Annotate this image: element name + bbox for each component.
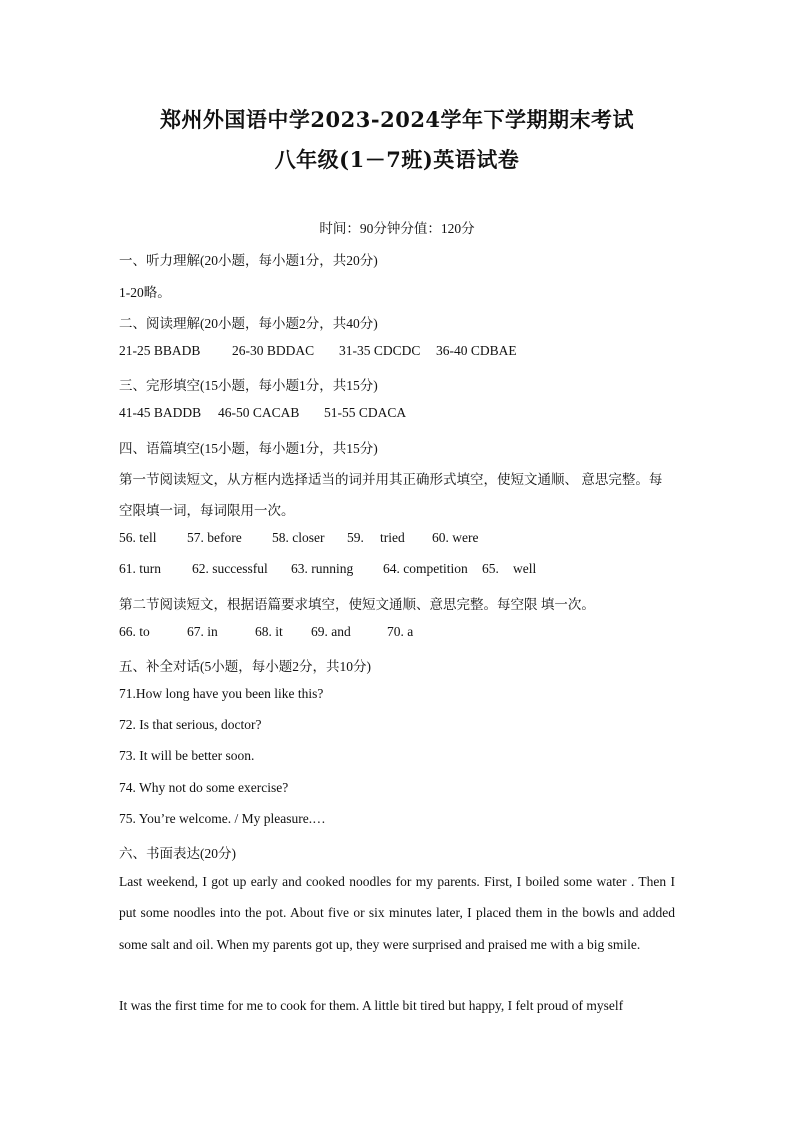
answer-item: 69. and [311,624,351,639]
answer-item: 67. in [187,624,218,639]
section-4-instruction-1b: 空限填一词，每词限用一次。 [119,503,295,518]
essay-paragraph-1: Last weekend, I got up early and cooked noodles for my parents. First, I boiled some water . Then I put some noodles into the pot. About five or six minutes later, I placed them in the bowls and added some salt and oil. When my parents got up, they were surprised and praised me with a big smile. [119,874,675,952]
answer-item: 56. tell [119,530,157,545]
answer-item: 61. turn [119,561,161,576]
dialogue-answer: 72. Is that serious, doctor? [119,717,262,732]
section-6-heading: 六、书面表达(20分) [119,846,236,861]
dialogue-answer: 71.How long have you been like this? [119,686,324,701]
answer-group: 31-35 CDCDC [339,343,421,358]
section-4-row-3 [119,624,413,640]
section-2-heading: 二、阅读理解(20小题，每小题2分，共40分) [119,316,378,331]
answer-group: 26-30 BDDAC [232,343,315,358]
section-2-answers [119,343,517,359]
section-4-instruction-1a: 第一节阅读短文，从方框内选择适当的词并用其正确形式填空，使短文通顺、 意思完整。每 [119,472,663,487]
answer-item: 68. it [255,624,283,639]
essay-paragraph-2: It was the first time for me to cook for them. A little bit tired but happy, I felt proud of myself [119,998,624,1013]
section-1-answer: 1-20略。 [119,285,171,300]
answer-item: well [513,561,537,576]
answer-item: 57. before [187,530,242,545]
section-3-heading: 三、完形填空(15小题，每小题1分，共15分) [119,378,378,393]
answer-item: 59. [347,530,364,545]
section-4-row-2 [119,561,536,577]
section-5-heading: 五、补全对话(5小题，每小题2分，共10分) [119,659,371,674]
answer-group: 41-45 BADDB [119,405,202,420]
answer-item: 70. a [387,624,414,639]
section-4-row-1 [119,530,478,546]
answer-item: 60. were [432,530,479,545]
exam-meta: 时间：90分钟分值：120分 [319,221,475,236]
dialogue-answer: 74. Why not do some exercise? [119,780,289,795]
answer-group: 21-25 BBADB [119,343,201,358]
section-4-instruction-2: 第二节阅读短文，根据语篇要求填空，使短文通顺、意思完整。每空限 填一次。 [119,597,595,612]
answer-item: 66. to [119,624,150,639]
answer-item: 64. competition [383,561,468,576]
answer-group: 46-50 CACAB [218,405,300,420]
answer-item: 58. closer [272,530,325,545]
section-4-heading: 四、语篇填空(15小题，每小题1分，共15分) [119,441,378,456]
answer-item: 65. [482,561,499,576]
exam-subtitle: 八年级(1－7班)英语试卷 [274,147,520,172]
answer-item: 63. running [291,561,354,576]
dialogue-answer: 73. It will be better soon. [119,748,255,763]
answer-group: 36-40 CDBAE [436,343,517,358]
section-1-heading: 一、听力理解(20小题，每小题1分，共20分) [119,253,378,268]
dialogue-answer: 75. You’re welcome. / My pleasure.… [119,811,326,826]
section-3-answers [119,405,406,421]
exam-title: 郑州外国语中学2023-2024学年下学期期末考试 [159,107,635,132]
answer-item: tried [380,530,405,545]
answer-group: 51-55 CDACA [324,405,407,420]
answer-item: 62. successful [192,561,268,576]
